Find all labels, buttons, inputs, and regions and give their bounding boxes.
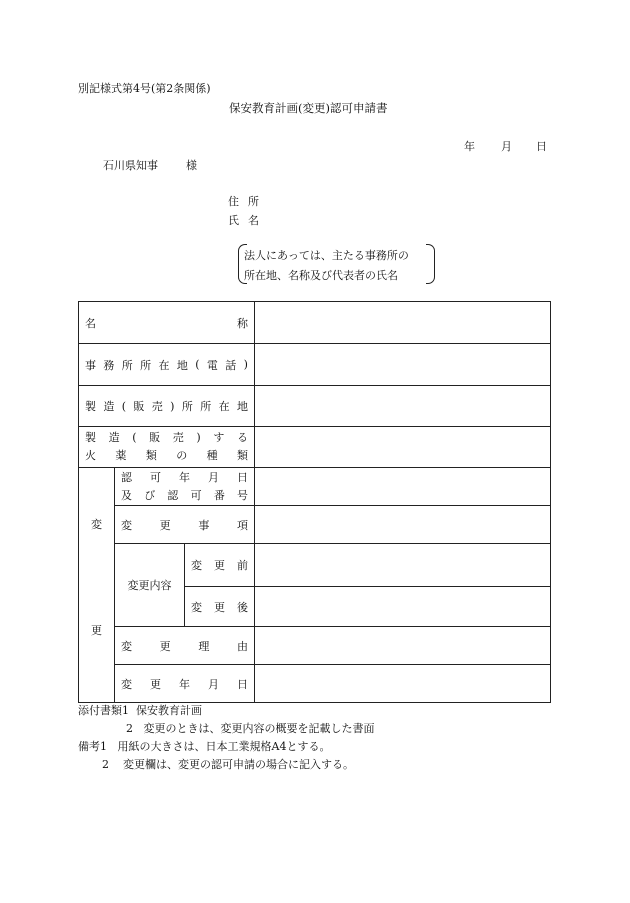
change-content-cell — [115, 544, 185, 627]
date-year-label: 年 — [464, 140, 475, 153]
permit-label-line2-char: 号 — [237, 488, 249, 502]
date-month-label: 月 — [501, 140, 512, 153]
permit-label-line2-char: 番 — [213, 488, 225, 502]
row-before — [79, 544, 551, 587]
before-change-label-char: 変 — [191, 559, 202, 572]
note-2-number: 2 — [102, 758, 109, 771]
office-address-label — [85, 357, 248, 373]
factory-address-value[interactable] — [255, 386, 551, 427]
change-item-label-char: 項 — [237, 518, 249, 532]
explosives-label-line1-char: す — [213, 431, 225, 444]
permit-label-line1-char: 認 — [121, 470, 132, 484]
attachment-2: 変更のときは、変更内容の概要を記載した書面 — [143, 722, 375, 735]
permit-label-line2-char: 認 — [167, 488, 179, 502]
application-form-table — [78, 301, 551, 703]
after-change-label-char: 変 — [191, 600, 202, 614]
explosives-value[interactable] — [255, 427, 551, 468]
explosives-label-line2-char: 類 — [237, 449, 249, 462]
explosives-label-line1-char: 製 — [85, 431, 96, 444]
change-reason-label-char: 変 — [121, 639, 132, 653]
row-explosives — [79, 427, 551, 468]
explosives-label-line2-char: 薬 — [115, 449, 127, 462]
factory-address-label-char: ) — [170, 399, 175, 413]
address-label: 住所 — [228, 195, 268, 208]
change-item-cell — [115, 506, 255, 544]
change-vertical-bottom: 更 — [91, 624, 102, 637]
explosives-label-line2 — [85, 447, 248, 465]
change-vertical-cell — [79, 468, 115, 703]
office-address-label-char: 電 — [206, 358, 218, 372]
factory-address-cell — [79, 386, 255, 427]
attachment-line-1 — [78, 702, 375, 720]
explosives-label-line1 — [85, 429, 248, 447]
change-reason-label-char: 理 — [198, 639, 210, 653]
permit-label-line1 — [121, 469, 248, 487]
row-change-item — [79, 506, 551, 544]
explosives-label-line1-char: 造 — [108, 431, 120, 444]
permit-label-line1-char: 月 — [208, 470, 219, 484]
office-address-value[interactable] — [255, 344, 551, 386]
attachment-1: 保安教育計画 — [136, 704, 202, 717]
permit-value[interactable] — [255, 468, 551, 506]
office-address-label-char: 事 — [85, 358, 96, 372]
explosives-label-line2-char: 種 — [206, 449, 218, 462]
after-change-label-char: 更 — [214, 600, 226, 614]
corporate-note-line2: 所在地、名称及び代表者の氏名 — [244, 269, 398, 282]
date-day-label: 日 — [536, 140, 547, 153]
permit-label-line2 — [121, 487, 248, 505]
change-date-label-char: 変 — [121, 677, 132, 691]
row-factory — [79, 386, 551, 427]
change-item-label-char: 更 — [159, 518, 171, 532]
document-title: 保安教育計画(変更)認可申請書 — [229, 101, 388, 115]
after-change-label-char: 後 — [237, 600, 249, 614]
change-date-label-char: 年 — [179, 677, 190, 691]
office-address-label-char: 地 — [176, 358, 188, 372]
explosives-label-line2-char: 火 — [85, 449, 96, 462]
change-content-label: 変更内容 — [127, 579, 172, 592]
factory-address-label-char: 所 — [200, 400, 212, 413]
office-address-label-char: ) — [243, 358, 248, 371]
explosives-label-line1-char: 売 — [172, 431, 184, 444]
change-date-label-char: 更 — [150, 677, 161, 691]
explosives-cell — [79, 427, 255, 468]
before-change-label-char: 更 — [214, 559, 226, 572]
factory-address-label-char: 売 — [151, 400, 163, 413]
attachments-block — [78, 702, 375, 774]
before-change-label — [191, 557, 248, 573]
after-change-label — [191, 599, 248, 615]
permit-cell — [115, 468, 255, 506]
change-date-cell — [115, 665, 255, 703]
office-address-label-char: 所 — [121, 358, 133, 372]
name-label: 氏名 — [228, 214, 268, 227]
office-address-label-char: 務 — [103, 358, 115, 372]
factory-address-label-char: ( — [121, 399, 127, 413]
permit-label-line1-char: 年 — [179, 470, 190, 484]
row-name — [79, 302, 551, 344]
explosives-label-line2-char: の — [176, 449, 188, 462]
after-change-value[interactable] — [255, 587, 551, 627]
attachment-line-2 — [78, 720, 375, 738]
office-address-label-char: 在 — [158, 358, 170, 372]
change-reason-value[interactable] — [255, 627, 551, 665]
factory-address-label-char: 所 — [181, 400, 193, 413]
permit-label-line2-char: 及 — [121, 488, 132, 502]
note-line-2 — [78, 756, 375, 774]
attachment-2-number: 2 — [126, 722, 133, 735]
explosives-label-line2-char: 類 — [145, 449, 157, 462]
office-address-label-char: 話 — [225, 358, 237, 372]
row-reason — [79, 627, 551, 665]
permit-label-line1-char: 可 — [150, 470, 161, 484]
change-date-value[interactable] — [255, 665, 551, 703]
name-cell — [79, 302, 255, 344]
change-item-label-char: 変 — [121, 518, 132, 532]
change-item-value[interactable] — [255, 506, 551, 544]
attachment-label: 添付書類1 — [78, 704, 129, 717]
note-bracket-right — [426, 244, 435, 284]
before-change-value[interactable] — [255, 544, 551, 587]
explosives-label-line1-char: ( — [132, 431, 137, 444]
after-change-cell — [185, 587, 255, 627]
addressee: 石川県知事 — [103, 159, 158, 172]
name-value[interactable] — [255, 302, 551, 344]
change-reason-cell — [115, 627, 255, 665]
permit-label-line2-char: 可 — [190, 488, 202, 502]
office-address-label-char: 所 — [140, 358, 152, 372]
change-date-label-char: 日 — [237, 677, 248, 691]
factory-address-label-char: 販 — [133, 400, 145, 413]
row-office — [79, 344, 551, 386]
before-change-label-char: 前 — [237, 559, 249, 572]
change-vertical-top: 変 — [91, 518, 102, 531]
change-reason-label — [121, 638, 248, 654]
corporate-note — [244, 246, 409, 286]
factory-address-label-char: 地 — [236, 400, 248, 413]
permit-label-line2-char: び — [144, 488, 156, 502]
office-address-label-char: ( — [195, 358, 200, 371]
explosives-label-line1-char: る — [236, 431, 248, 444]
row-change-date — [79, 665, 551, 703]
note-1: 用紙の大きさは、日本工業規格A4とする。 — [117, 740, 331, 753]
form-number: 別記様式第4号(第2条関係) — [78, 82, 211, 95]
change-date-label-char: 月 — [208, 677, 219, 691]
corporate-note-line1: 法人にあっては、主たる事務所の — [244, 249, 409, 262]
name-label-text — [85, 315, 248, 331]
addressee-title: 様 — [186, 159, 197, 172]
change-vertical-label — [79, 468, 114, 702]
name-label-text-char: 名 — [85, 316, 96, 330]
explosives-label-line1-char: 販 — [149, 431, 161, 444]
change-date-label — [121, 676, 248, 692]
before-change-cell — [185, 544, 255, 587]
change-reason-label-char: 更 — [159, 639, 171, 653]
factory-address-label-char: 製 — [85, 400, 96, 413]
factory-address-label-char: 在 — [218, 400, 230, 413]
office-address-cell — [79, 344, 255, 386]
change-reason-label-char: 由 — [237, 639, 249, 653]
permit-label-line1-char: 日 — [237, 470, 248, 484]
note-2: 変更欄は、変更の認可申請の場合に記入する。 — [123, 758, 354, 771]
explosives-label-line1-char: ) — [196, 431, 201, 444]
row-permit — [79, 468, 551, 506]
factory-address-label — [85, 398, 248, 414]
name-label-text-char: 称 — [237, 316, 249, 330]
factory-address-label-char: 造 — [103, 400, 115, 413]
change-item-label-char: 事 — [198, 518, 210, 532]
note-line-1 — [78, 738, 375, 756]
note-label: 備考1 — [78, 740, 107, 753]
change-item-label — [121, 517, 248, 533]
